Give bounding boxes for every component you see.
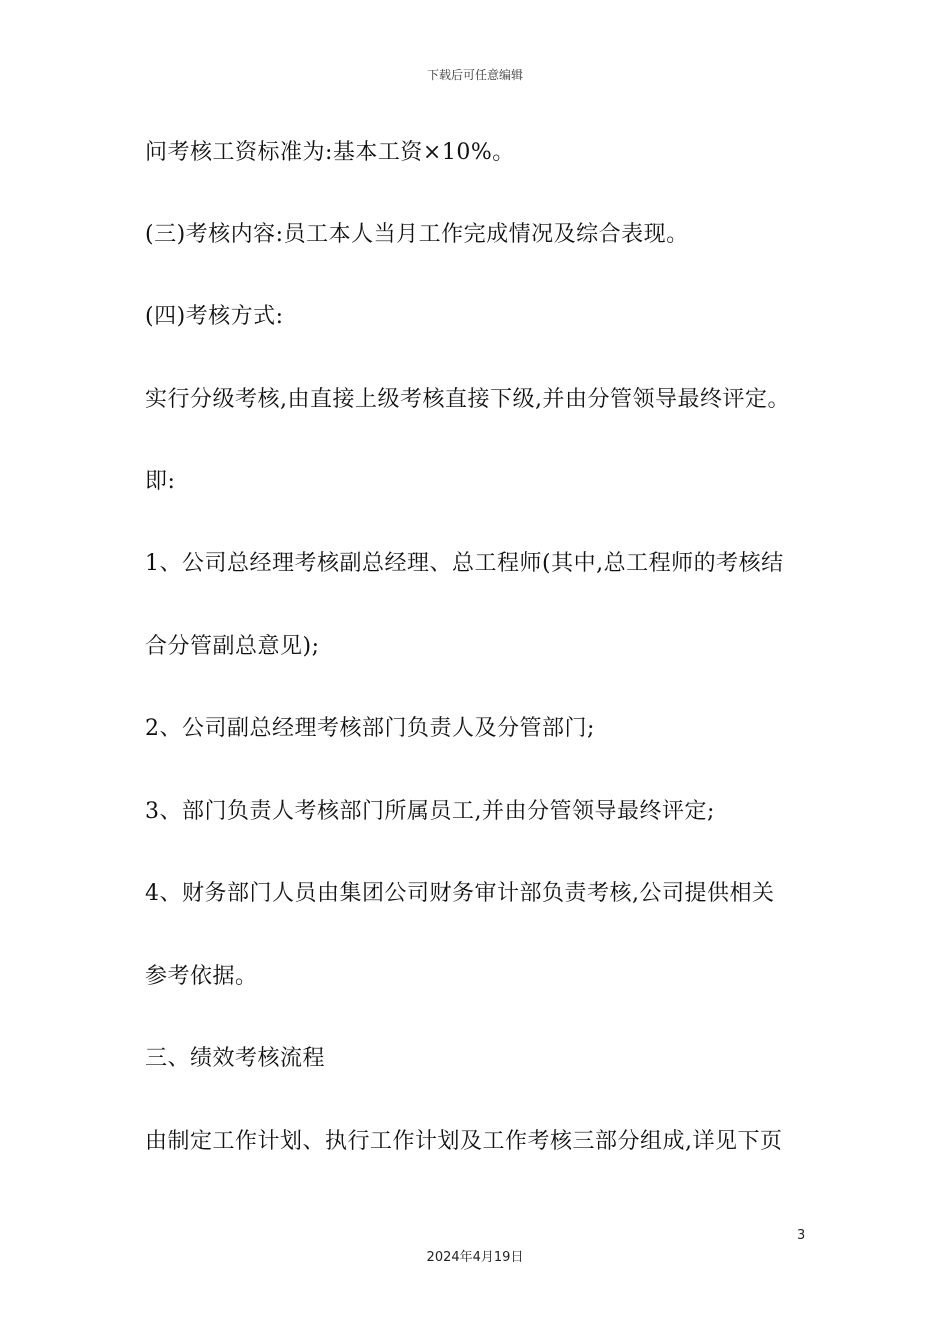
body-line-11: 参考依据。: [145, 964, 258, 989]
body-line-5: 即:: [145, 469, 176, 494]
body-line-3: (四)考核方式:: [145, 304, 284, 329]
page-number: 3: [797, 1228, 806, 1243]
body-line-2: (三)考核内容:员工本人当月工作完成情况及综合表现。: [145, 222, 689, 247]
body-line-4: 实行分级考核,由直接上级考核直接下级,并由分管领导最终评定。: [145, 387, 790, 412]
body-line-13: 由制定工作计划、执行工作计划及工作考核三部分组成,详见下页: [145, 1129, 783, 1154]
body-line-8: 2、公司副总经理考核部门负责人及分管部门;: [145, 716, 595, 741]
body-line-9: 3、部门负责人考核部门所属员工,并由分管领导最终评定;: [145, 799, 715, 824]
footer-date: 2024年4月19日: [426, 1250, 524, 1265]
header-note: 下载后可任意编辑: [426, 68, 523, 82]
body-line-7: 合分管副总意见);: [145, 634, 320, 659]
body-line-1: 问考核工资标准为:基本工资×10%。: [145, 140, 515, 165]
section-heading: 三、绩效考核流程: [145, 1046, 326, 1071]
body-line-6: 1、公司总经理考核副总经理、总工程师(其中,总工程师的考核结: [145, 551, 784, 576]
body-line-10: 4、财务部门人员由集团公司财务审计部负责考核,公司提供相关: [145, 881, 775, 906]
